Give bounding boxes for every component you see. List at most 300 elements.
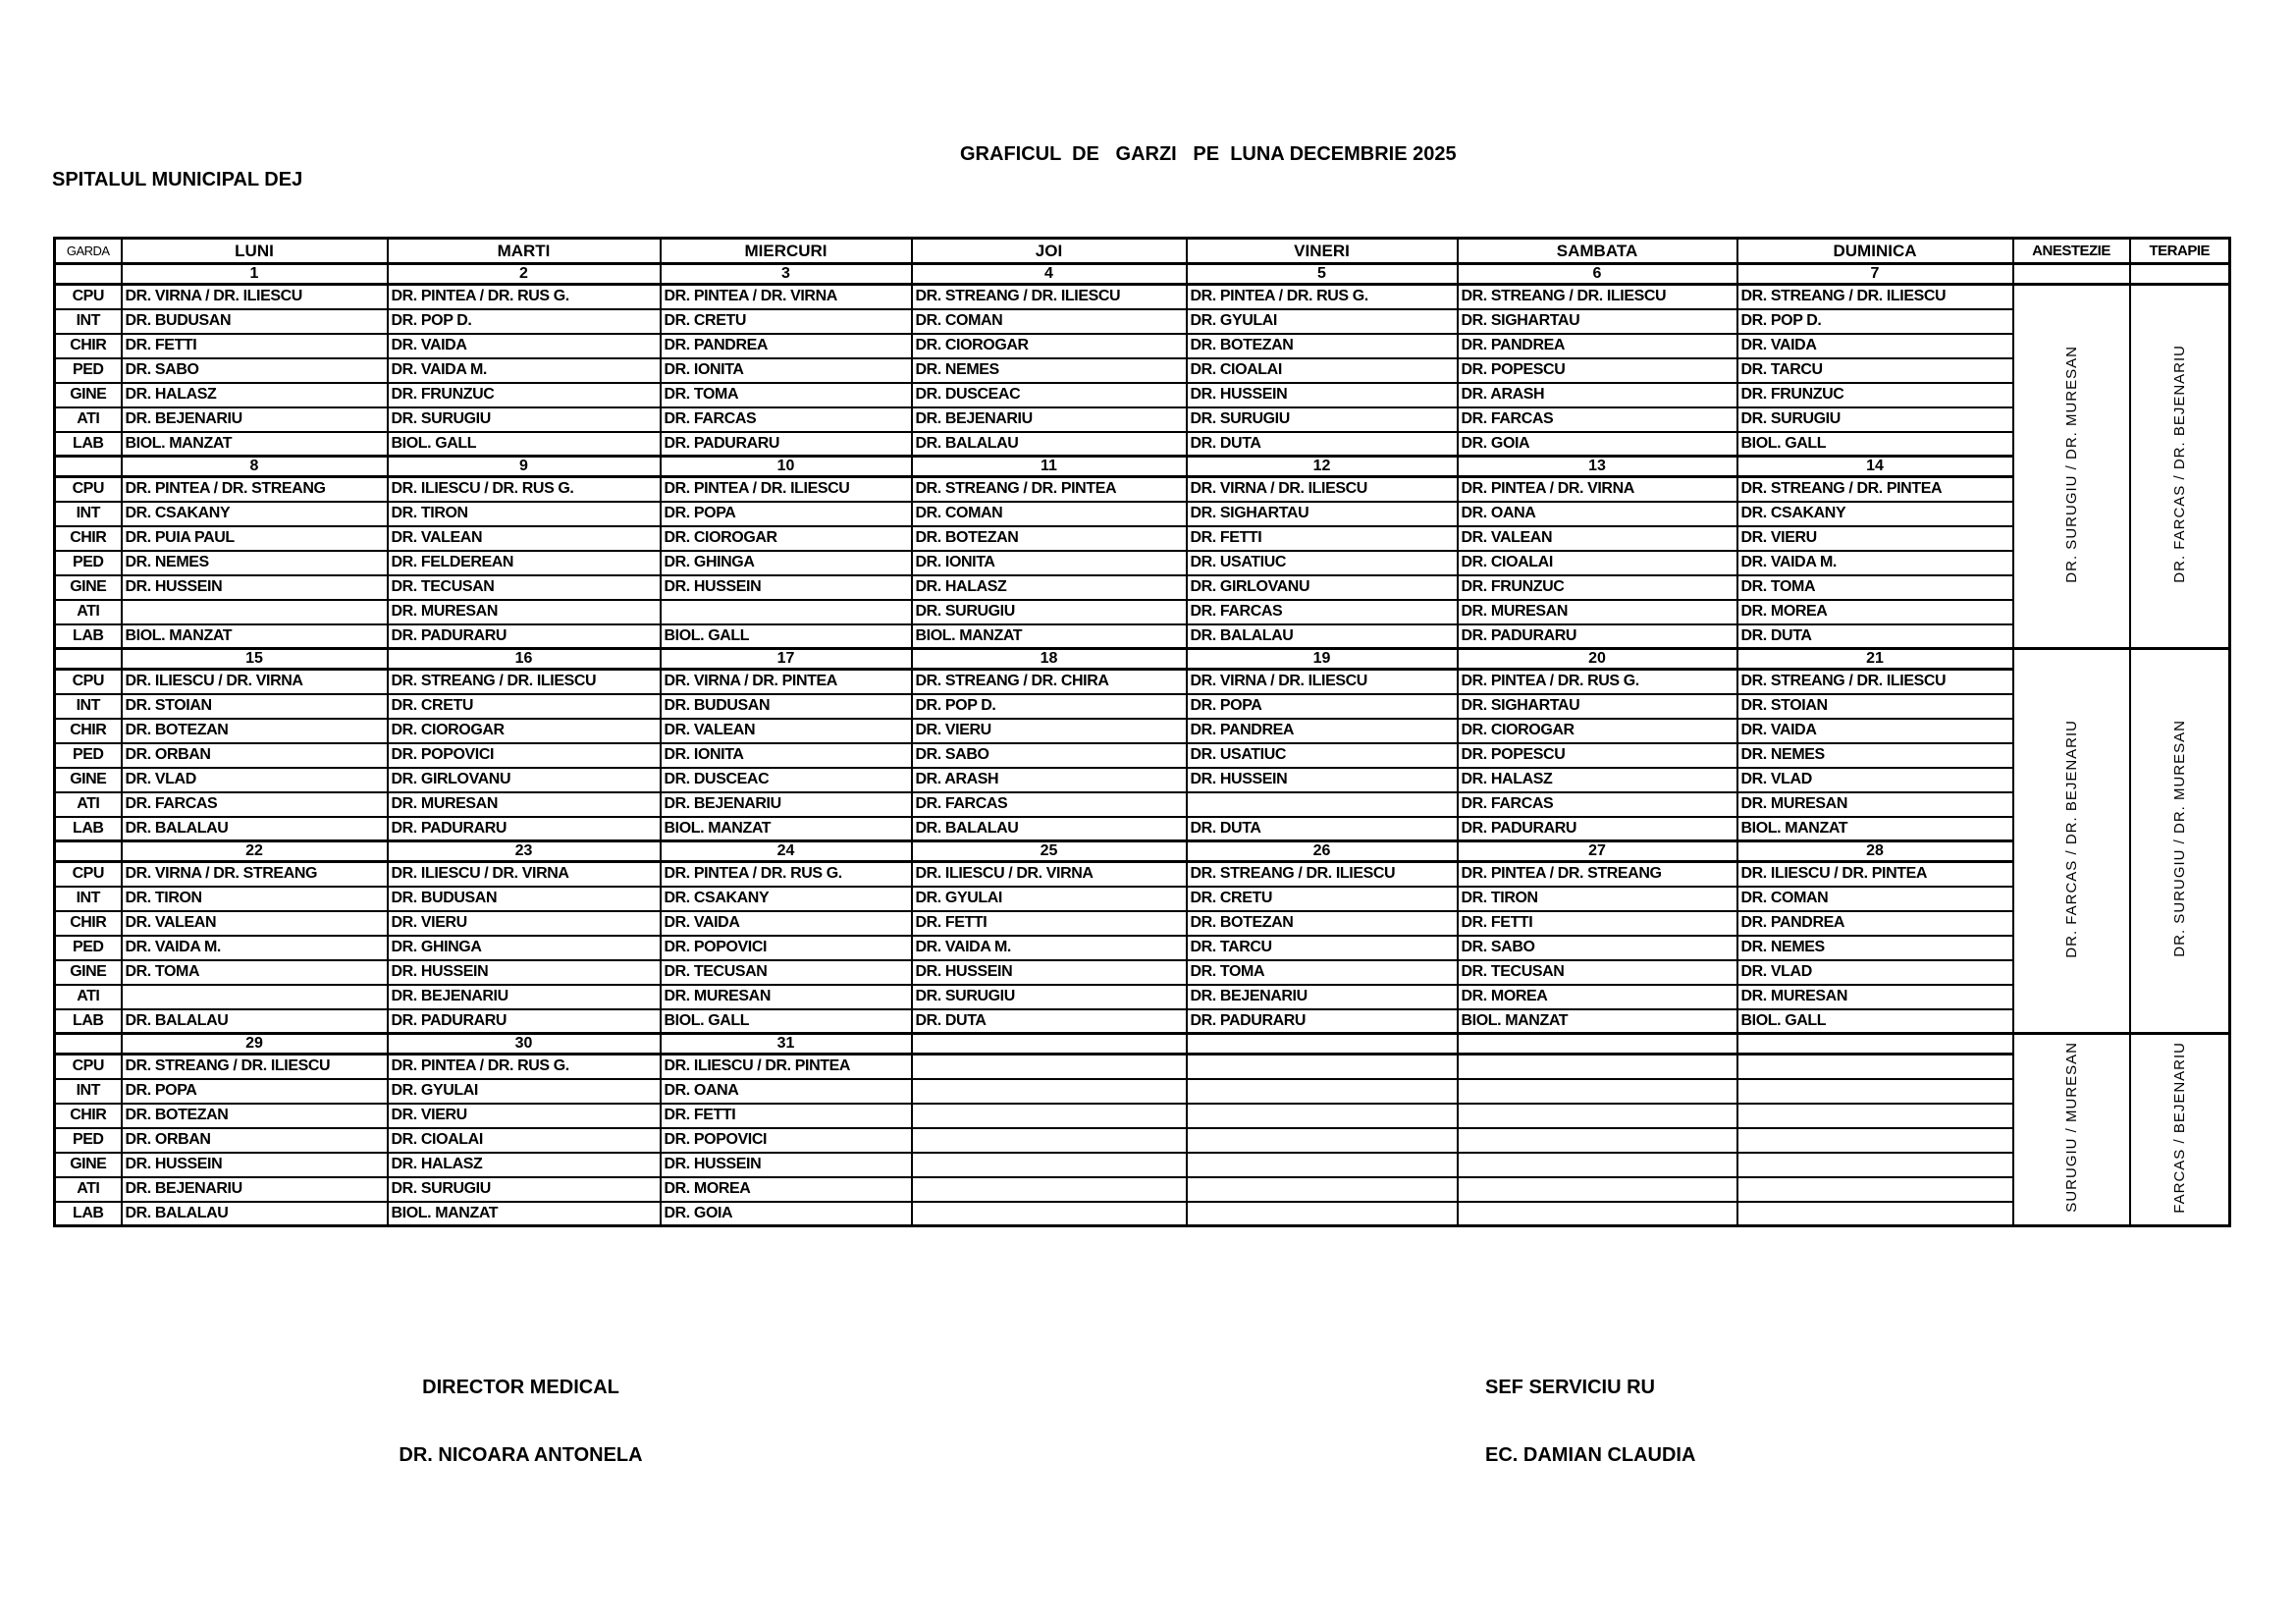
duty-cell: DR. VLAD: [1737, 960, 2013, 985]
duty-cell: DR. CIOALAI: [1187, 358, 1458, 383]
week-5-lab-row: [55, 1202, 2230, 1226]
duty-cell: DR. GYULAI: [912, 887, 1187, 911]
row-label-ati: ATI: [55, 600, 122, 624]
row-label-ped: PED: [55, 936, 122, 960]
duty-cell: DR. HUSSEIN: [122, 1153, 388, 1177]
row-label-ped: PED: [55, 743, 122, 768]
row-label-int: INT: [55, 1079, 122, 1104]
duty-cell: DR. PINTEA / DR. STREANG: [1458, 862, 1737, 887]
duty-cell: DR. MURESAN: [1737, 985, 2013, 1009]
duty-cell: [1737, 1128, 2013, 1153]
day-header-marti: MARTI: [388, 239, 661, 264]
duty-cell: DR. SABO: [122, 358, 388, 383]
duty-cell: DR. GYULAI: [1187, 309, 1458, 334]
terapie-block-weeks-1-2: [2130, 285, 2230, 649]
duty-cell: DR. TARCU: [1737, 358, 2013, 383]
duty-table-body: [55, 264, 2230, 1226]
duty-cell: DR. PADURARU: [661, 432, 912, 457]
duty-cell: DR. POPA: [122, 1079, 388, 1104]
duty-cell: DR. PADURARU: [1458, 624, 1737, 649]
duty-cell: DR. COMAN: [912, 502, 1187, 526]
duty-cell: DR. BALALAU: [122, 1202, 388, 1226]
duty-cell: DR. HUSSEIN: [122, 575, 388, 600]
duty-cell: DR. CRETU: [1187, 887, 1458, 911]
day-number-cell: 23: [388, 841, 661, 862]
duty-cell: DR. SABO: [1458, 936, 1737, 960]
anestezie-block-weeks-1-2: [2013, 285, 2130, 649]
duty-cell: DR. VAIDA M.: [122, 936, 388, 960]
duty-cell: DR. BALALAU: [912, 432, 1187, 457]
row-label-cpu: CPU: [55, 1055, 122, 1079]
terapie-block-week-5: [2130, 1034, 2230, 1226]
day-number-cell: 26: [1187, 841, 1458, 862]
duty-cell: DR. STREANG / DR. ILIESCU: [388, 670, 661, 694]
anestezie-block-week-5: [2013, 1034, 2130, 1226]
garda-spacer-cell: [55, 1034, 122, 1055]
duty-cell: [1187, 792, 1458, 817]
duty-cell: DR. POP D.: [388, 309, 661, 334]
signature-hr-name: EC. DAMIAN CLAUDIA: [1485, 1444, 1696, 1466]
duty-cell: DR. MURESAN: [661, 985, 912, 1009]
day-number-cell: 15: [122, 649, 388, 670]
duty-cell: [1187, 1202, 1458, 1226]
anestezie-block-weeks-3-4: [2013, 649, 2130, 1034]
terapie-block-week-5-label: FARCAS / BEJENARIU: [2170, 1041, 2188, 1214]
duty-cell: DR. BEJENARIU: [912, 407, 1187, 432]
day-number-cell: 7: [1737, 264, 2013, 285]
duty-cell: DR. BEJENARIU: [122, 407, 388, 432]
week-5-int-row: [55, 1079, 2230, 1104]
week-1-chir-row: [55, 334, 2230, 358]
row-label-lab: LAB: [55, 1009, 122, 1034]
week-1-lab-row: [55, 432, 2230, 457]
duty-cell: DR. VIERU: [388, 911, 661, 936]
week-2-day-number-row: [55, 457, 2230, 477]
duty-cell: DR. BOTEZAN: [1187, 911, 1458, 936]
duty-cell: BIOL. GALL: [661, 1009, 912, 1034]
duty-cell: DR. BEJENARIU: [1187, 985, 1458, 1009]
duty-cell: DR. PANDREA: [661, 334, 912, 358]
terapie-header-cell: TERAPIE: [2130, 239, 2230, 264]
duty-cell: DR. SURUGIU: [388, 1177, 661, 1202]
week-1-gine-row: [55, 383, 2230, 407]
terapie-block-weeks-3-4: [2130, 649, 2230, 1034]
duty-cell: [1458, 1079, 1737, 1104]
day-number-cell: 6: [1458, 264, 1737, 285]
duty-cell: [122, 985, 388, 1009]
day-header-miercuri: MIERCURI: [661, 239, 912, 264]
duty-cell: DR. SURUGIU: [912, 600, 1187, 624]
row-label-lab: LAB: [55, 817, 122, 841]
week-3-cpu-row: [55, 670, 2230, 694]
row-label-chir: CHIR: [55, 911, 122, 936]
signature-director-role: DIRECTOR MEDICAL: [422, 1377, 619, 1398]
signature-hr: [1485, 1331, 1695, 1489]
duty-cell: DR. BOTEZAN: [1187, 334, 1458, 358]
day-number-cell: [912, 1034, 1187, 1055]
duty-cell: DR. HUSSEIN: [1187, 768, 1458, 792]
row-label-int: INT: [55, 694, 122, 719]
duty-cell: DR. CSAKANY: [1737, 502, 2013, 526]
duty-cell: DR. STREANG / DR. CHIRA: [912, 670, 1187, 694]
week-4-ati-row: [55, 985, 2230, 1009]
duty-cell: BIOL. MANZAT: [122, 624, 388, 649]
duty-cell: DR. BALALAU: [122, 1009, 388, 1034]
duty-cell: DR. FARCAS: [912, 792, 1187, 817]
day-number-cell: 27: [1458, 841, 1737, 862]
duty-cell: DR. VAIDA M.: [912, 936, 1187, 960]
day-number-cell: 28: [1737, 841, 2013, 862]
duty-table-wrap: [53, 237, 2231, 1227]
duty-cell: DR. PADURARU: [388, 624, 661, 649]
duty-cell: DR. POPESCU: [1458, 358, 1737, 383]
week-2-gine-row: [55, 575, 2230, 600]
day-number-cell: 16: [388, 649, 661, 670]
duty-cell: DR. MURESAN: [1737, 792, 2013, 817]
day-number-cell: 19: [1187, 649, 1458, 670]
terapie-spacer-cell: [2130, 264, 2230, 285]
duty-cell: [912, 1177, 1187, 1202]
duty-cell: DR. VAIDA M.: [1737, 551, 2013, 575]
duty-cell: DR. BUDUSAN: [122, 309, 388, 334]
week-3-chir-row: [55, 719, 2230, 743]
duty-cell: DR. COMAN: [912, 309, 1187, 334]
anestezie-block-weeks-3-4-label: DR. FARCAS / DR. BEJENARIU: [2062, 719, 2080, 958]
duty-cell: DR. IONITA: [912, 551, 1187, 575]
duty-cell: [912, 1202, 1187, 1226]
week-2-chir-row: [55, 526, 2230, 551]
duty-cell: DR. NEMES: [122, 551, 388, 575]
duty-cell: DR. VAIDA: [1737, 719, 2013, 743]
duty-cell: DR. BEJENARIU: [661, 792, 912, 817]
duty-cell: DR. MURESAN: [1458, 600, 1737, 624]
day-header-duminica: DUMINICA: [1737, 239, 2013, 264]
day-number-cell: 2: [388, 264, 661, 285]
duty-cell: DR. ILIESCU / DR. RUS G.: [388, 477, 661, 502]
duty-cell: DR. MURESAN: [388, 600, 661, 624]
duty-cell: DR. GYULAI: [388, 1079, 661, 1104]
duty-cell: [1737, 1055, 2013, 1079]
row-label-chir: CHIR: [55, 719, 122, 743]
duty-cell: DR. HUSSEIN: [661, 1153, 912, 1177]
terapie-block-weeks-3-4-label: DR. SURUGIU / DR. MURESAN: [2170, 720, 2188, 957]
duty-cell: [1458, 1128, 1737, 1153]
duty-cell: DR. VALEAN: [1458, 526, 1737, 551]
duty-cell: DR. VIRNA / DR. STREANG: [122, 862, 388, 887]
day-number-cell: 11: [912, 457, 1187, 477]
duty-cell: DR. FETTI: [912, 911, 1187, 936]
duty-cell: DR. POPA: [1187, 694, 1458, 719]
day-number-cell: [1737, 1034, 2013, 1055]
day-number-cell: 31: [661, 1034, 912, 1055]
week-2-ati-row: [55, 600, 2230, 624]
duty-cell: DR. HALASZ: [912, 575, 1187, 600]
duty-cell: DR. NEMES: [912, 358, 1187, 383]
week-3-lab-row: [55, 817, 2230, 841]
day-header-vineri: VINERI: [1187, 239, 1458, 264]
duty-cell: DR. POPOVICI: [661, 936, 912, 960]
duty-cell: DR. STREANG / DR. ILIESCU: [122, 1055, 388, 1079]
row-label-cpu: CPU: [55, 477, 122, 502]
duty-cell: BIOL. MANZAT: [122, 432, 388, 457]
duty-cell: DR. SURUGIU: [1187, 407, 1458, 432]
duty-cell: DR. COMAN: [1737, 887, 2013, 911]
duty-cell: DR. SIGHARTAU: [1458, 694, 1737, 719]
header-row: [55, 239, 2230, 264]
week-3-gine-row: [55, 768, 2230, 792]
duty-cell: DR. PADURARU: [388, 817, 661, 841]
duty-cell: BIOL. MANZAT: [1458, 1009, 1737, 1034]
duty-cell: DR. PANDREA: [1737, 911, 2013, 936]
duty-cell: DR. FETTI: [1458, 911, 1737, 936]
duty-cell: DR. GHINGA: [661, 551, 912, 575]
row-label-lab: LAB: [55, 624, 122, 649]
week-1-ati-row: [55, 407, 2230, 432]
duty-cell: [1187, 1104, 1458, 1128]
duty-cell: DR. VIERU: [388, 1104, 661, 1128]
row-label-ped: PED: [55, 551, 122, 575]
day-number-cell: 21: [1737, 649, 2013, 670]
day-header-luni: LUNI: [122, 239, 388, 264]
duty-cell: DR. BALALAU: [1187, 624, 1458, 649]
row-label-chir: CHIR: [55, 334, 122, 358]
duty-cell: DR. ILIESCU / DR. VIRNA: [388, 862, 661, 887]
row-label-chir: CHIR: [55, 526, 122, 551]
week-5-ati-row: [55, 1177, 2230, 1202]
duty-cell: DR. PINTEA / DR. VIRNA: [1458, 477, 1737, 502]
week-5-day-number-row: [55, 1034, 2230, 1055]
duty-cell: DR. FRUNZUC: [1458, 575, 1737, 600]
duty-cell: DR. TIRON: [122, 887, 388, 911]
day-number-cell: 12: [1187, 457, 1458, 477]
week-2-cpu-row: [55, 477, 2230, 502]
duty-cell: DR. SIGHARTAU: [1187, 502, 1458, 526]
duty-cell: DR. CIOROGAR: [388, 719, 661, 743]
duty-cell: DR. MOREA: [661, 1177, 912, 1202]
week-5-ped-row: [55, 1128, 2230, 1153]
duty-cell: DR. BALALAU: [122, 817, 388, 841]
duty-cell: DR. BALALAU: [912, 817, 1187, 841]
duty-cell: DR. ARASH: [1458, 383, 1737, 407]
duty-cell: DR. ORBAN: [122, 1128, 388, 1153]
duty-cell: [1737, 1153, 2013, 1177]
duty-cell: [1187, 1177, 1458, 1202]
duty-cell: DR. STREANG / DR. ILIESCU: [912, 285, 1187, 309]
signature-hr-role: SEF SERVICIU RU: [1485, 1377, 1655, 1398]
duty-cell: DR. VAIDA M.: [388, 358, 661, 383]
duty-cell: DR. USATIUC: [1187, 551, 1458, 575]
row-label-gine: GINE: [55, 960, 122, 985]
duty-cell: DR. VAIDA: [388, 334, 661, 358]
duty-cell: DR. ARASH: [912, 768, 1187, 792]
duty-cell: DR. CIOROGAR: [661, 526, 912, 551]
row-label-ped: PED: [55, 358, 122, 383]
duty-cell: DR. VALEAN: [122, 911, 388, 936]
row-label-ati: ATI: [55, 792, 122, 817]
day-number-cell: 20: [1458, 649, 1737, 670]
duty-cell: BIOL. MANZAT: [1737, 817, 2013, 841]
duty-cell: DR. STREANG / DR. ILIESCU: [1458, 285, 1737, 309]
signature-director: [381, 1331, 661, 1489]
duty-cell: [1737, 1079, 2013, 1104]
duty-cell: DR. FRUNZUC: [388, 383, 661, 407]
duty-cell: [661, 600, 912, 624]
duty-cell: DR. CIOROGAR: [1458, 719, 1737, 743]
anestezie-block-week-5-label: SURUGIU / MURESAN: [2062, 1042, 2080, 1213]
row-label-lab: LAB: [55, 432, 122, 457]
duty-cell: [1187, 1055, 1458, 1079]
duty-cell: DR. VLAD: [1737, 768, 2013, 792]
duty-cell: DR. POPOVICI: [388, 743, 661, 768]
duty-cell: DR. TOMA: [1187, 960, 1458, 985]
duty-cell: DR. PINTEA / DR. RUS G.: [1458, 670, 1737, 694]
duty-cell: DR. HUSSEIN: [661, 575, 912, 600]
duty-cell: DR. ORBAN: [122, 743, 388, 768]
duty-cell: [1737, 1202, 2013, 1226]
row-label-ati: ATI: [55, 407, 122, 432]
duty-cell: [1458, 1055, 1737, 1079]
day-number-cell: 17: [661, 649, 912, 670]
signature-director-name: DR. NICOARA ANTONELA: [399, 1444, 643, 1466]
week-2-ped-row: [55, 551, 2230, 575]
duty-cell: [912, 1104, 1187, 1128]
day-number-cell: 1: [122, 264, 388, 285]
duty-cell: DR. STOIAN: [122, 694, 388, 719]
duty-cell: DR. GOIA: [661, 1202, 912, 1226]
duty-cell: [1737, 1104, 2013, 1128]
row-label-int: INT: [55, 502, 122, 526]
duty-cell: DR. OANA: [1458, 502, 1737, 526]
duty-cell: DR. PUIA PAUL: [122, 526, 388, 551]
duty-cell: DR. POP D.: [1737, 309, 2013, 334]
duty-cell: DR. STREANG / DR. ILIESCU: [1737, 670, 2013, 694]
duty-cell: DR. PANDREA: [1187, 719, 1458, 743]
duty-cell: [1458, 1177, 1737, 1202]
row-label-lab: LAB: [55, 1202, 122, 1226]
duty-cell: DR. TARCU: [1187, 936, 1458, 960]
row-label-cpu: CPU: [55, 862, 122, 887]
duty-cell: [1187, 1153, 1458, 1177]
duty-cell: BIOL. GALL: [1737, 1009, 2013, 1034]
duty-cell: DR. FETTI: [122, 334, 388, 358]
duty-cell: DR. PADURARU: [388, 1009, 661, 1034]
duty-cell: DR. BUDUSAN: [661, 694, 912, 719]
row-label-gine: GINE: [55, 1153, 122, 1177]
row-label-gine: GINE: [55, 575, 122, 600]
duty-cell: DR. PINTEA / DR. RUS G.: [388, 1055, 661, 1079]
duty-cell: DR. PINTEA / DR. RUS G.: [1187, 285, 1458, 309]
week-4-lab-row: [55, 1009, 2230, 1034]
duty-cell: BIOL. MANZAT: [661, 817, 912, 841]
week-1-cpu-row: [55, 285, 2230, 309]
duty-cell: DR. DUTA: [1187, 432, 1458, 457]
duty-cell: DR. DUSCEAC: [661, 768, 912, 792]
duty-cell: DR. TIRON: [1458, 887, 1737, 911]
week-1-ped-row: [55, 358, 2230, 383]
duty-cell: BIOL. MANZAT: [388, 1202, 661, 1226]
week-4-day-number-row: [55, 841, 2230, 862]
duty-cell: DR. CIOALAI: [1458, 551, 1737, 575]
duty-cell: DR. VIRNA / DR. ILIESCU: [1187, 477, 1458, 502]
duty-cell: BIOL. GALL: [388, 432, 661, 457]
duty-cell: DR. BOTEZAN: [122, 1104, 388, 1128]
duty-cell: DR. CIOALAI: [388, 1128, 661, 1153]
duty-cell: DR. TECUSAN: [388, 575, 661, 600]
week-3-day-number-row: [55, 649, 2230, 670]
duty-cell: DR. VIRNA / DR. ILIESCU: [1187, 670, 1458, 694]
garda-spacer-cell: [55, 649, 122, 670]
duty-cell: [1458, 1202, 1737, 1226]
duty-cell: DR. BEJENARIU: [122, 1177, 388, 1202]
duty-cell: DR. SABO: [912, 743, 1187, 768]
duty-cell: DR. STREANG / DR. ILIESCU: [1737, 285, 2013, 309]
duty-cell: DR. DUTA: [912, 1009, 1187, 1034]
day-number-cell: [1187, 1034, 1458, 1055]
duty-cell: [1187, 1128, 1458, 1153]
day-number-cell: 22: [122, 841, 388, 862]
duty-cell: DR. BOTEZAN: [912, 526, 1187, 551]
terapie-block-weeks-1-2-label: DR. FARCAS / DR. BEJENARIU: [2170, 345, 2188, 583]
day-number-cell: 30: [388, 1034, 661, 1055]
duty-cell: DR. SURUGIU: [1737, 407, 2013, 432]
day-number-cell: 13: [1458, 457, 1737, 477]
week-2-lab-row: [55, 624, 2230, 649]
duty-cell: DR. VAIDA: [661, 911, 912, 936]
page-title: GRAFICUL DE GARZI PE LUNA DECEMBRIE 2025: [960, 143, 1457, 165]
row-label-chir: CHIR: [55, 1104, 122, 1128]
duty-cell: DR. VIRNA / DR. PINTEA: [661, 670, 912, 694]
duty-cell: DR. PINTEA / DR. STREANG: [122, 477, 388, 502]
duty-cell: DR. FELDEREAN: [388, 551, 661, 575]
duty-cell: DR. VAIDA: [1737, 334, 2013, 358]
duty-cell: DR. BOTEZAN: [122, 719, 388, 743]
duty-cell: [1187, 1079, 1458, 1104]
duty-cell: BIOL. GALL: [1737, 432, 2013, 457]
duty-cell: DR. FARCAS: [1458, 407, 1737, 432]
duty-cell: DR. SIGHARTAU: [1458, 309, 1737, 334]
duty-cell: DR. HALASZ: [1458, 768, 1737, 792]
day-header-joi: JOI: [912, 239, 1187, 264]
day-number-cell: 3: [661, 264, 912, 285]
duty-cell: DR. HUSSEIN: [388, 960, 661, 985]
week-3-ped-row: [55, 743, 2230, 768]
duty-cell: DR. POPOVICI: [661, 1128, 912, 1153]
garda-spacer-cell: [55, 841, 122, 862]
duty-cell: DR. BUDUSAN: [388, 887, 661, 911]
duty-cell: DR. SURUGIU: [912, 985, 1187, 1009]
duty-cell: DR. PADURARU: [1187, 1009, 1458, 1034]
duty-cell: DR. IONITA: [661, 743, 912, 768]
duty-cell: DR. HUSSEIN: [912, 960, 1187, 985]
duty-cell: DR. HALASZ: [122, 383, 388, 407]
duty-cell: DR. STOIAN: [1737, 694, 2013, 719]
duty-cell: DR. MOREA: [1458, 985, 1737, 1009]
duty-cell: DR. ILIESCU / DR. PINTEA: [661, 1055, 912, 1079]
week-3-int-row: [55, 694, 2230, 719]
duty-cell: DR. CRETU: [388, 694, 661, 719]
duty-cell: DR. GIRLOVANU: [1187, 575, 1458, 600]
week-1-day-number-row: [55, 264, 2230, 285]
duty-cell: DR. FETTI: [1187, 526, 1458, 551]
day-number-cell: 4: [912, 264, 1187, 285]
duty-cell: DR. CSAKANY: [122, 502, 388, 526]
duty-cell: DR. TOMA: [122, 960, 388, 985]
duty-cell: DR. FARCAS: [1458, 792, 1737, 817]
duty-cell: DR. STREANG / DR. ILIESCU: [1187, 862, 1458, 887]
anestezie-header-cell: ANESTEZIE: [2013, 239, 2130, 264]
row-label-ped: PED: [55, 1128, 122, 1153]
duty-cell: [912, 1079, 1187, 1104]
